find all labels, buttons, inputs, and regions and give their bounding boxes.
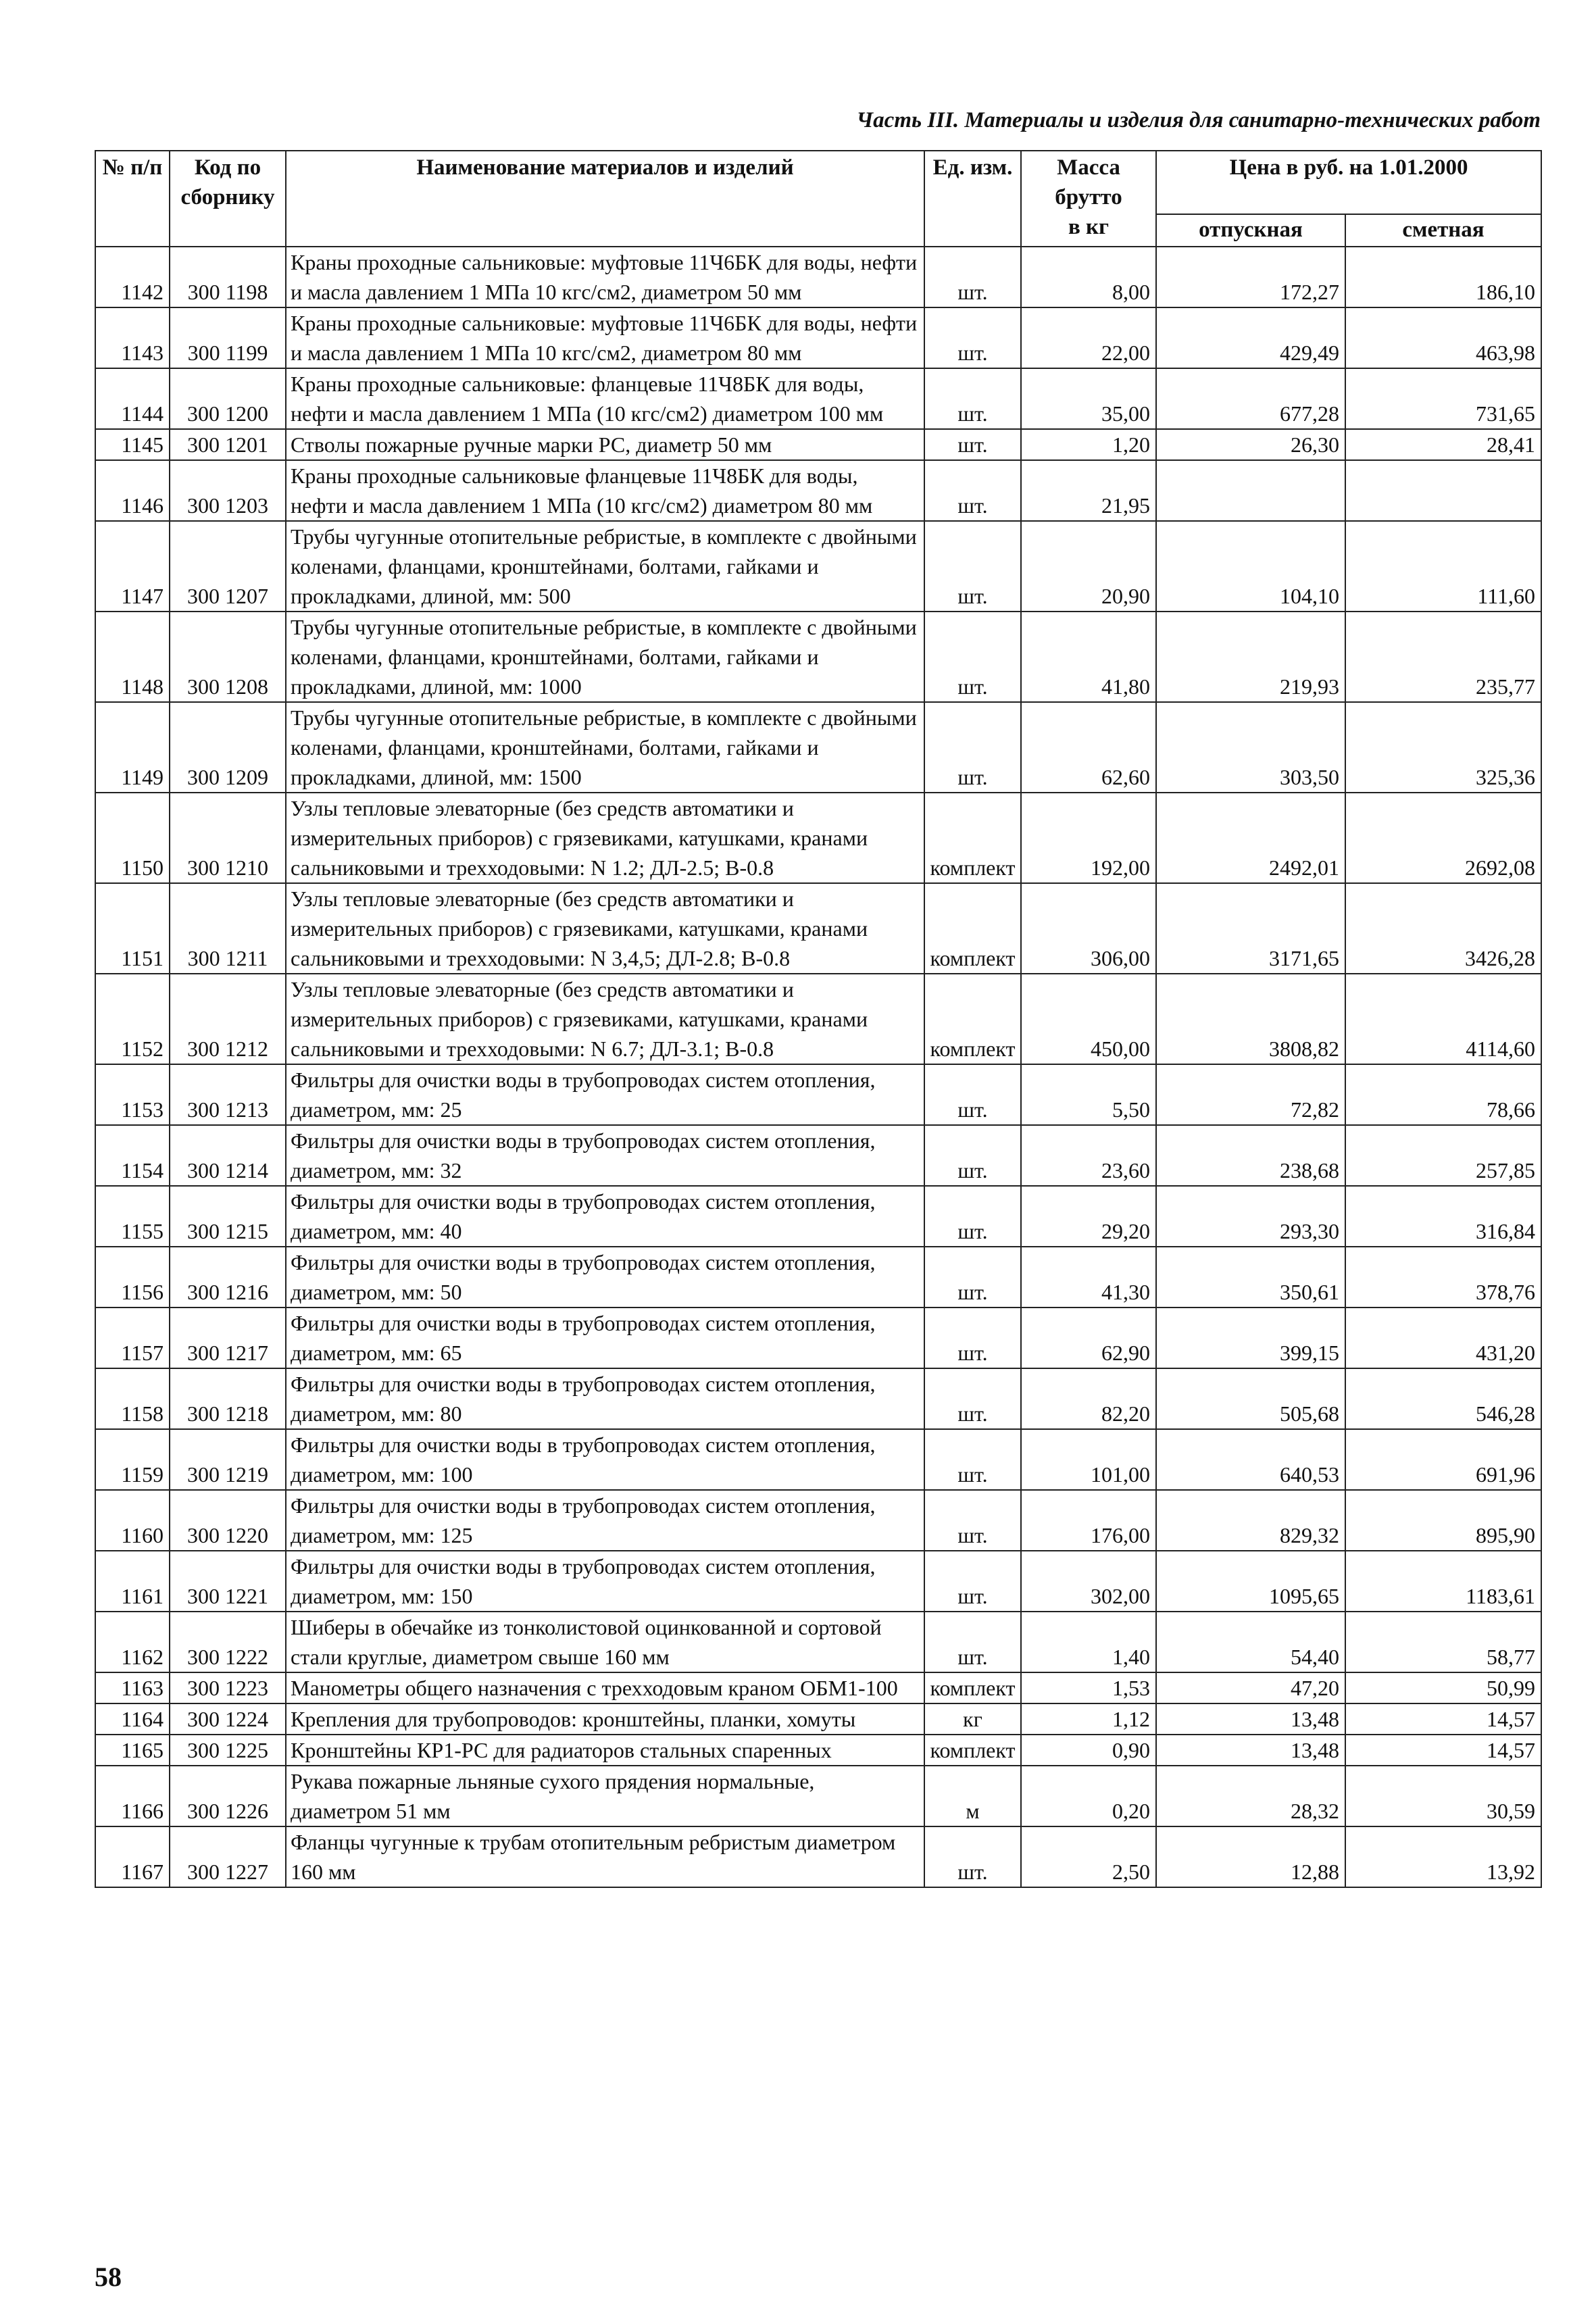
row-unit: комплект (924, 793, 1021, 883)
header-release: отпускная (1156, 214, 1345, 247)
table-row (95, 1308, 1541, 1368)
row-estimate-price: 30,59 (1345, 1766, 1541, 1826)
table-row (95, 793, 1541, 883)
row-number: 1164 (95, 1703, 170, 1735)
row-mass: 0,20 (1021, 1766, 1156, 1826)
row-name: Трубы чугунные отопительные ребристые, в комплекте с двойными коленами, фланцами, кронштейнами, болтами, гайками и прокладками, длиной, мм: 1500 (286, 702, 924, 793)
row-number: 1149 (95, 702, 170, 793)
row-code: 300 1209 (170, 702, 286, 793)
row-release-price: 104,10 (1156, 521, 1345, 612)
row-number: 1151 (95, 883, 170, 974)
row-unit: шт. (924, 247, 1021, 307)
row-number: 1155 (95, 1186, 170, 1247)
running-header: Часть III. Материалы и изделия для санитарно-технических работ (856, 108, 1541, 132)
row-unit: шт. (924, 1612, 1021, 1672)
row-name: Фланцы чугунные к трубам отопительным ребристым диаметром 160 мм (286, 1826, 924, 1887)
row-release-price: 829,32 (1156, 1490, 1345, 1551)
header-estimate: сметная (1345, 214, 1541, 247)
table-row (95, 521, 1541, 612)
row-name: Фильтры для очистки воды в трубопроводах систем отопления, диаметром, мм: 125 (286, 1490, 924, 1551)
row-name: Трубы чугунные отопительные ребристые, в комплекте с двойными коленами, фланцами, кронштейнами, болтами, гайками и прокладками, длиной, мм: 500 (286, 521, 924, 612)
row-estimate-price: 316,84 (1345, 1186, 1541, 1247)
table-row (95, 1672, 1541, 1703)
row-unit: шт. (924, 429, 1021, 460)
row-release-price: 13,48 (1156, 1735, 1345, 1766)
row-release-price: 429,49 (1156, 307, 1345, 368)
row-code: 300 1215 (170, 1186, 286, 1247)
row-number: 1165 (95, 1735, 170, 1766)
row-name: Фильтры для очистки воды в трубопроводах систем отопления, диаметром, мм: 32 (286, 1125, 924, 1186)
row-mass: 1,12 (1021, 1703, 1156, 1735)
row-mass: 20,90 (1021, 521, 1156, 612)
row-estimate-price: 14,57 (1345, 1703, 1541, 1735)
row-release-price: 12,88 (1156, 1826, 1345, 1887)
row-mass: 82,20 (1021, 1368, 1156, 1429)
table-row (95, 1247, 1541, 1308)
row-code: 300 1214 (170, 1125, 286, 1186)
table-row (95, 1429, 1541, 1490)
row-estimate-price: 58,77 (1345, 1612, 1541, 1672)
price-table (95, 150, 1542, 1888)
row-unit: шт. (924, 1429, 1021, 1490)
row-name: Краны проходные сальниковые: муфтовые 11Ч6БК для воды, нефти и масла давлением 1 МПа 10 кгс/см2, диаметром 80 мм (286, 307, 924, 368)
table-row (95, 1064, 1541, 1125)
row-estimate-price: 257,85 (1345, 1125, 1541, 1186)
table-row (95, 1612, 1541, 1672)
row-unit: шт. (924, 1186, 1021, 1247)
row-estimate-price (1345, 460, 1541, 521)
row-release-price: 47,20 (1156, 1672, 1345, 1703)
row-unit: шт. (924, 521, 1021, 612)
row-number: 1146 (95, 460, 170, 521)
row-mass: 41,30 (1021, 1247, 1156, 1308)
row-mass: 302,00 (1021, 1551, 1156, 1612)
row-estimate-price: 186,10 (1345, 247, 1541, 307)
row-name: Фильтры для очистки воды в трубопроводах систем отопления, диаметром, мм: 80 (286, 1368, 924, 1429)
row-code: 300 1220 (170, 1490, 286, 1551)
header-name: Наименование материалов и изделий (286, 151, 924, 247)
row-number: 1145 (95, 429, 170, 460)
table-row (95, 1703, 1541, 1735)
row-number: 1167 (95, 1826, 170, 1887)
row-release-price: 677,28 (1156, 368, 1345, 429)
row-code: 300 1200 (170, 368, 286, 429)
row-unit: шт. (924, 460, 1021, 521)
row-release-price: 640,53 (1156, 1429, 1345, 1490)
row-unit: шт. (924, 612, 1021, 702)
row-mass: 1,20 (1021, 429, 1156, 460)
row-estimate-price: 463,98 (1345, 307, 1541, 368)
row-code: 300 1221 (170, 1551, 286, 1612)
row-estimate-price: 691,96 (1345, 1429, 1541, 1490)
row-number: 1150 (95, 793, 170, 883)
row-release-price: 3171,65 (1156, 883, 1345, 974)
row-name: Узлы тепловые элеваторные (без средств автоматики и измерительных приборов) с грязевиками, катушками, кранами сальниковыми и трехходовыми: N 6.7; ДЛ-3.1; В-0.8 (286, 974, 924, 1064)
table-row (95, 368, 1541, 429)
header-num: № п/п (95, 151, 170, 247)
row-number: 1148 (95, 612, 170, 702)
row-mass: 0,90 (1021, 1735, 1156, 1766)
row-estimate-price: 13,92 (1345, 1826, 1541, 1887)
row-number: 1143 (95, 307, 170, 368)
row-mass: 450,00 (1021, 974, 1156, 1064)
row-mass: 1,53 (1021, 1672, 1156, 1703)
row-unit: комплект (924, 1672, 1021, 1703)
row-mass: 176,00 (1021, 1490, 1156, 1551)
row-code: 300 1211 (170, 883, 286, 974)
table-row (95, 702, 1541, 793)
row-unit: шт. (924, 702, 1021, 793)
row-estimate-price: 895,90 (1345, 1490, 1541, 1551)
row-unit: шт. (924, 1826, 1021, 1887)
row-number: 1161 (95, 1551, 170, 1612)
header-code: Код по сборнику (170, 151, 286, 247)
row-estimate-price: 378,76 (1345, 1247, 1541, 1308)
row-code: 300 1213 (170, 1064, 286, 1125)
row-release-price: 13,48 (1156, 1703, 1345, 1735)
row-release-price: 219,93 (1156, 612, 1345, 702)
table-row (95, 247, 1541, 307)
row-code: 300 1207 (170, 521, 286, 612)
row-unit: комплект (924, 1735, 1021, 1766)
row-code: 300 1199 (170, 307, 286, 368)
row-unit: шт. (924, 1247, 1021, 1308)
row-code: 300 1222 (170, 1612, 286, 1672)
row-mass: 29,20 (1021, 1186, 1156, 1247)
row-unit: шт. (924, 1490, 1021, 1551)
row-mass: 41,80 (1021, 612, 1156, 702)
header-mass (1021, 151, 1156, 247)
row-unit: шт. (924, 1064, 1021, 1125)
row-mass: 192,00 (1021, 793, 1156, 883)
row-unit: шт. (924, 1125, 1021, 1186)
table-row (95, 612, 1541, 702)
row-name: Шиберы в обечайке из тонколистовой оцинкованной и сортовой стали круглые, диаметром свыше 160 мм (286, 1612, 924, 1672)
row-release-price: 26,30 (1156, 429, 1345, 460)
row-name: Узлы тепловые элеваторные (без средств автоматики и измерительных приборов) с грязевиками, катушками, кранами сальниковыми и трехходовыми: N 3,4,5; ДЛ-2.8; В-0.8 (286, 883, 924, 974)
row-estimate-price: 111,60 (1345, 521, 1541, 612)
row-estimate-price: 1183,61 (1345, 1551, 1541, 1612)
row-name: Рукава пожарные льняные сухого прядения нормальные, диаметром 51 мм (286, 1766, 924, 1826)
row-release-price: 350,61 (1156, 1247, 1345, 1308)
table-row (95, 1826, 1541, 1887)
header-mass-unit: в кг (1068, 215, 1109, 239)
row-mass: 22,00 (1021, 307, 1156, 368)
row-name: Фильтры для очистки воды в трубопроводах систем отопления, диаметром, мм: 65 (286, 1308, 924, 1368)
row-release-price (1156, 460, 1345, 521)
row-name: Узлы тепловые элеваторные (без средств автоматики и измерительных приборов) с грязевиками, катушками, кранами сальниковыми и трехходовыми: N 1.2; ДЛ-2.5; В-0.8 (286, 793, 924, 883)
row-number: 1142 (95, 247, 170, 307)
row-release-price: 2492,01 (1156, 793, 1345, 883)
row-mass: 8,00 (1021, 247, 1156, 307)
row-number: 1147 (95, 521, 170, 612)
row-unit: шт. (924, 1551, 1021, 1612)
row-number: 1166 (95, 1766, 170, 1826)
table-row (95, 1186, 1541, 1247)
row-release-price: 293,30 (1156, 1186, 1345, 1247)
row-mass: 2,50 (1021, 1826, 1156, 1887)
row-number: 1153 (95, 1064, 170, 1125)
row-mass: 62,60 (1021, 702, 1156, 793)
row-number: 1160 (95, 1490, 170, 1551)
row-release-price: 72,82 (1156, 1064, 1345, 1125)
table-row (95, 1368, 1541, 1429)
row-release-price: 1095,65 (1156, 1551, 1345, 1612)
page-number: 58 (95, 2262, 122, 2292)
row-estimate-price: 2692,08 (1345, 793, 1541, 883)
header-unit: Ед. изм. (924, 151, 1021, 247)
row-name: Фильтры для очистки воды в трубопроводах систем отопления, диаметром, мм: 40 (286, 1186, 924, 1247)
row-release-price: 303,50 (1156, 702, 1345, 793)
row-estimate-price: 546,28 (1345, 1368, 1541, 1429)
header-mass-label: Масса брутто (1055, 155, 1122, 209)
table-row (95, 883, 1541, 974)
row-mass: 5,50 (1021, 1064, 1156, 1125)
row-release-price: 3808,82 (1156, 974, 1345, 1064)
row-code: 300 1218 (170, 1368, 286, 1429)
table-row (95, 429, 1541, 460)
row-number: 1157 (95, 1308, 170, 1368)
row-estimate-price: 78,66 (1345, 1064, 1541, 1125)
row-mass: 1,40 (1021, 1612, 1156, 1672)
row-name: Манометры общего назначения с трехходовым краном ОБМ1-100 (286, 1672, 924, 1703)
row-name: Стволы пожарные ручные марки РС, диаметр 50 мм (286, 429, 924, 460)
table-body (95, 247, 1541, 1887)
row-name: Фильтры для очистки воды в трубопроводах систем отопления, диаметром, мм: 100 (286, 1429, 924, 1490)
table-row (95, 460, 1541, 521)
table-row (95, 1125, 1541, 1186)
row-unit: кг (924, 1703, 1021, 1735)
row-code: 300 1224 (170, 1703, 286, 1735)
row-unit: шт. (924, 1308, 1021, 1368)
row-number: 1158 (95, 1368, 170, 1429)
row-estimate-price: 731,65 (1345, 368, 1541, 429)
row-unit: комплект (924, 974, 1021, 1064)
table-row (95, 1490, 1541, 1551)
row-mass: 62,90 (1021, 1308, 1156, 1368)
row-code: 300 1227 (170, 1826, 286, 1887)
row-unit: шт. (924, 307, 1021, 368)
row-unit: м (924, 1766, 1021, 1826)
row-release-price: 505,68 (1156, 1368, 1345, 1429)
row-estimate-price: 431,20 (1345, 1308, 1541, 1368)
row-code: 300 1223 (170, 1672, 286, 1703)
row-mass: 21,95 (1021, 460, 1156, 521)
row-unit: комплект (924, 883, 1021, 974)
row-release-price: 28,32 (1156, 1766, 1345, 1826)
row-name: Краны проходные сальниковые фланцевые 11Ч8БК для воды, нефти и масла давлением 1 МПа (10 кгс/см2) диаметром 80 мм (286, 460, 924, 521)
row-mass: 35,00 (1021, 368, 1156, 429)
row-code: 300 1208 (170, 612, 286, 702)
row-estimate-price: 4114,60 (1345, 974, 1541, 1064)
row-number: 1162 (95, 1612, 170, 1672)
row-code: 300 1210 (170, 793, 286, 883)
row-name: Фильтры для очистки воды в трубопроводах систем отопления, диаметром, мм: 150 (286, 1551, 924, 1612)
row-estimate-price: 28,41 (1345, 429, 1541, 460)
row-release-price: 238,68 (1156, 1125, 1345, 1186)
row-mass: 101,00 (1021, 1429, 1156, 1490)
row-number: 1154 (95, 1125, 170, 1186)
table-row (95, 1766, 1541, 1826)
row-code: 300 1198 (170, 247, 286, 307)
row-name: Фильтры для очистки воды в трубопроводах систем отопления, диаметром, мм: 50 (286, 1247, 924, 1308)
table-row (95, 974, 1541, 1064)
row-number: 1163 (95, 1672, 170, 1703)
row-mass: 23,60 (1021, 1125, 1156, 1186)
table-row (95, 1735, 1541, 1766)
row-name: Краны проходные сальниковые: фланцевые 11Ч8БК для воды, нефти и масла давлением 1 МПа (10 кгс/см2) диаметром 100 мм (286, 368, 924, 429)
row-estimate-price: 50,99 (1345, 1672, 1541, 1703)
row-release-price: 54,40 (1156, 1612, 1345, 1672)
row-code: 300 1225 (170, 1735, 286, 1766)
row-unit: шт. (924, 1368, 1021, 1429)
table-row (95, 1551, 1541, 1612)
row-name: Кронштейны КР1-РС для радиаторов стальных спаренных (286, 1735, 924, 1766)
row-code: 300 1201 (170, 429, 286, 460)
row-name: Трубы чугунные отопительные ребристые, в комплекте с двойными коленами, фланцами, кронштейнами, болтами, гайками и прокладками, длиной, мм: 1000 (286, 612, 924, 702)
row-name: Крепления для трубопроводов: кронштейны, планки, хомуты (286, 1703, 924, 1735)
row-code: 300 1203 (170, 460, 286, 521)
row-estimate-price: 14,57 (1345, 1735, 1541, 1766)
row-unit: шт. (924, 368, 1021, 429)
row-code: 300 1216 (170, 1247, 286, 1308)
row-name: Краны проходные сальниковые: муфтовые 11Ч6БК для воды, нефти и масла давлением 1 МПа 10 кгс/см2, диаметром 50 мм (286, 247, 924, 307)
row-mass: 306,00 (1021, 883, 1156, 974)
row-release-price: 172,27 (1156, 247, 1345, 307)
row-number: 1144 (95, 368, 170, 429)
row-estimate-price: 3426,28 (1345, 883, 1541, 974)
row-release-price: 399,15 (1156, 1308, 1345, 1368)
row-code: 300 1219 (170, 1429, 286, 1490)
row-name: Фильтры для очистки воды в трубопроводах систем отопления, диаметром, мм: 25 (286, 1064, 924, 1125)
row-code: 300 1226 (170, 1766, 286, 1826)
row-code: 300 1217 (170, 1308, 286, 1368)
row-number: 1156 (95, 1247, 170, 1308)
row-code: 300 1212 (170, 974, 286, 1064)
row-number: 1159 (95, 1429, 170, 1490)
row-number: 1152 (95, 974, 170, 1064)
row-estimate-price: 325,36 (1345, 702, 1541, 793)
row-estimate-price: 235,77 (1345, 612, 1541, 702)
header-price: Цена в руб. на 1.01.2000 (1156, 151, 1541, 214)
table-row (95, 307, 1541, 368)
